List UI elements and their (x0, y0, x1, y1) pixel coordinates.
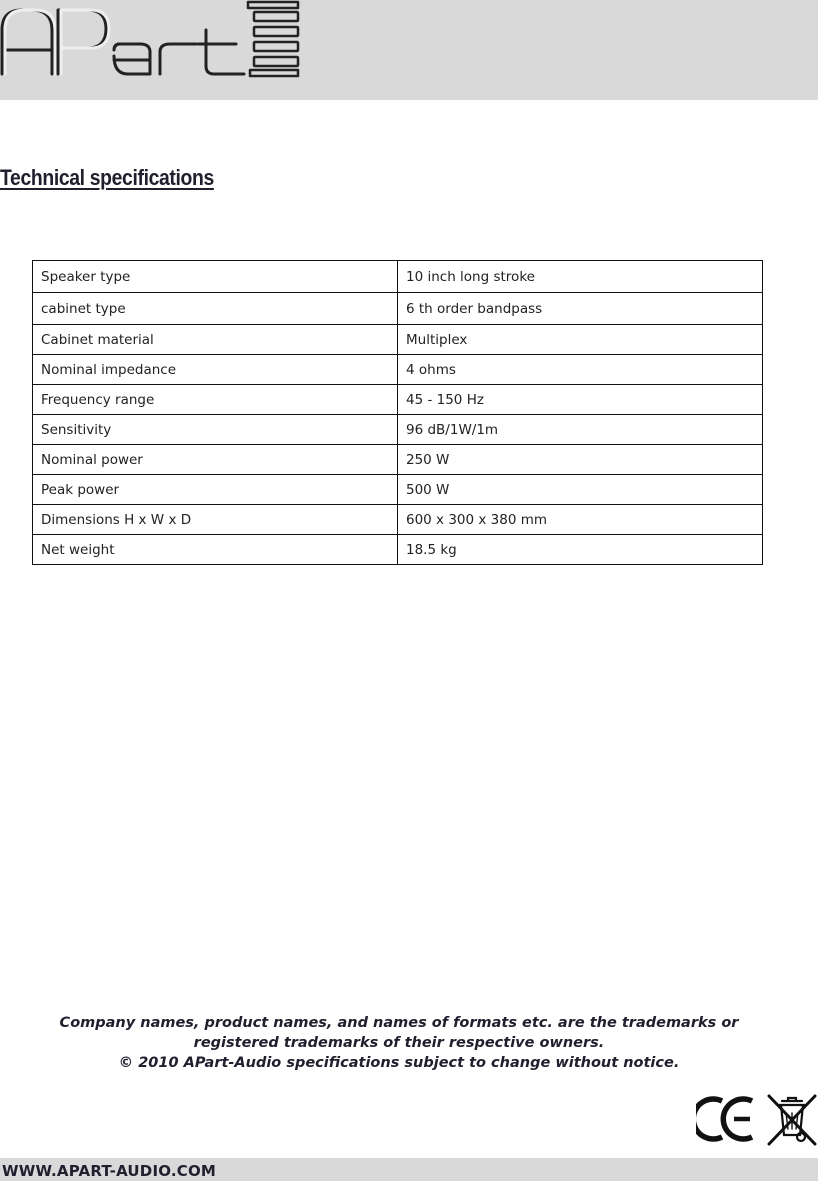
spec-value: 600 x 300 x 380 mm (398, 505, 763, 535)
spec-value: 96 dB/1W/1m (398, 415, 763, 445)
spec-label: Peak power (33, 475, 398, 505)
table-row (33, 293, 763, 325)
spec-value: 45 - 150 Hz (398, 385, 763, 415)
spec-value: 18.5 kg (398, 535, 763, 565)
spec-label: cabinet type (33, 293, 398, 325)
spec-label: Nominal power (33, 445, 398, 475)
apart-logo (0, 0, 302, 78)
website-link[interactable]: WWW.APART-AUDIO.COM (2, 1162, 217, 1180)
spec-label: Net weight (33, 535, 398, 565)
spec-value: 6 th order bandpass (398, 293, 763, 325)
table-row (33, 505, 763, 535)
section-title: Technical specifications (0, 165, 214, 190)
table-row (33, 385, 763, 415)
trademark-notice (0, 1013, 798, 1073)
spec-value: 4 ohms (398, 355, 763, 385)
copyright-line: © 2010 APart-Audio specifications subject to change without notice. (118, 1055, 680, 1071)
crossed-out-wheelie-bin-icon (766, 1093, 818, 1147)
spec-table (32, 260, 763, 565)
spec-value: 250 W (398, 445, 763, 475)
table-row (33, 355, 763, 385)
spec-value: Multiplex (398, 325, 763, 355)
table-row (33, 535, 763, 565)
spec-value: 10 inch long stroke (398, 261, 763, 293)
spec-label: Speaker type (33, 261, 398, 293)
table-row (33, 261, 763, 293)
spec-label: Nominal impedance (33, 355, 398, 385)
trademark-line: Company names, product names, and names of formats etc. are the trademarks or (59, 1015, 739, 1031)
spec-value: 500 W (398, 475, 763, 505)
table-row (33, 325, 763, 355)
table-row (33, 475, 763, 505)
ce-mark-icon (696, 1095, 758, 1143)
spec-label: Sensitivity (33, 415, 398, 445)
spec-label: Dimensions H x W x D (33, 505, 398, 535)
spec-label: Frequency range (33, 385, 398, 415)
table-row (33, 445, 763, 475)
trademark-line: registered trademarks of their respective owners. (193, 1035, 605, 1051)
spec-label: Cabinet material (33, 325, 398, 355)
table-row (33, 415, 763, 445)
